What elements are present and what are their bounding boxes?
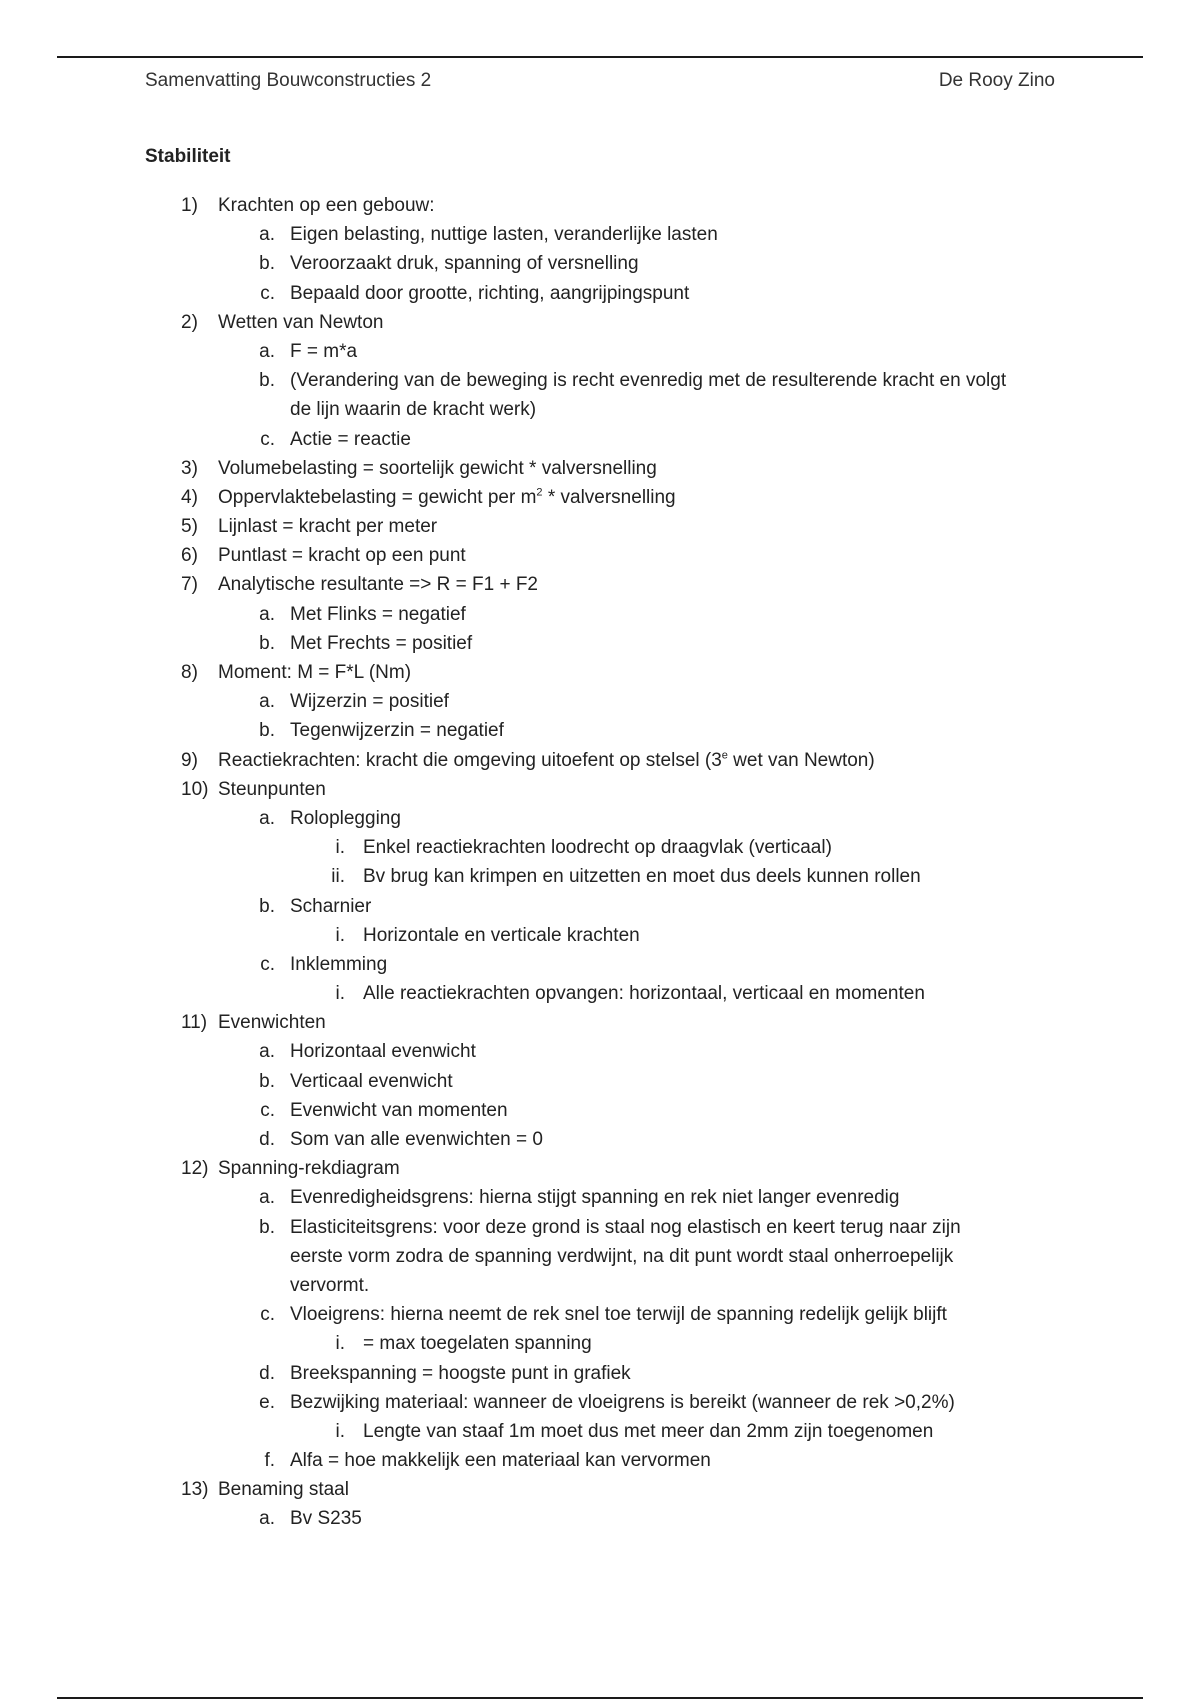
list-text: Krachten op een gebouw: — [218, 195, 435, 216]
list-text: Lengte van staaf 1m moet dus met meer dan 2mm zijn toegenomen — [363, 1420, 934, 1442]
list-item-level-2 — [0, 425, 1200, 454]
list-text: Steunpunten — [218, 778, 326, 800]
list-number: 2) — [181, 311, 198, 333]
superscript: e — [721, 749, 728, 762]
list-item-level-2 — [0, 249, 1200, 278]
list-text: Elasticiteitsgrens: voor deze grond is staal nog elastisch en keert terug naar zijn — [290, 1216, 961, 1238]
list-text: Horizontaal evenwicht — [290, 1041, 476, 1063]
list-number: 6) — [181, 545, 198, 567]
list-text: Tegenwijzerzin = negatief — [290, 720, 504, 742]
list-number: 3) — [181, 457, 198, 479]
page-header — [145, 70, 1055, 100]
list-number: a. — [259, 1187, 275, 1209]
list-item-level-1 — [0, 658, 1200, 687]
list-number: c. — [260, 282, 275, 304]
list-text: (Verandering van de beweging is recht evenredig met de resulterende kracht en volgt — [290, 370, 1007, 392]
list-number: b. — [259, 253, 275, 275]
list-item-level-2 — [0, 366, 1200, 395]
list-number: b. — [259, 632, 275, 654]
list-text: Breekspanning = hoogste punt in grafiek — [290, 1362, 631, 1384]
list-text: Moment: M = F*L (Nm) — [218, 662, 412, 683]
list-number: ii. — [331, 866, 345, 888]
list-text: Puntlast = kracht op een punt — [218, 545, 466, 567]
list-item-level-2 — [0, 1504, 1200, 1533]
list-item-level-2 — [0, 1096, 1200, 1125]
list-item-level-1 — [0, 775, 1200, 804]
list-text: Inklemming — [290, 953, 388, 975]
list-item-level-2 — [0, 220, 1200, 249]
list-number: 5) — [181, 516, 198, 538]
list-item-level-1 — [0, 308, 1200, 337]
list-item-level-1 — [0, 746, 1200, 775]
list-number: a. — [259, 1041, 275, 1063]
list-item-level-3 — [0, 1329, 1200, 1358]
list-item-level-2 — [0, 1213, 1200, 1242]
list-number: a. — [259, 340, 275, 362]
list-item-level-1 — [0, 570, 1200, 599]
list-text: vervormt. — [290, 1274, 370, 1296]
list-number: b. — [259, 895, 275, 917]
list-number: b. — [259, 720, 275, 742]
list-text: Alle reactiekrachten opvangen: horizontaal, verticaal en momenten — [363, 983, 925, 1005]
list-text: eerste vorm zodra de spanning verdwijnt, na dit punt wordt staal onherroepelijk — [290, 1245, 954, 1267]
list-text: Spanning-rekdiagram — [218, 1158, 400, 1180]
list-item-level-2 — [0, 600, 1200, 629]
list-item-level-2 — [0, 716, 1200, 745]
list-text: Evenredigheidsgrens: hierna stijgt spanning en rek niet langer evenredig — [290, 1187, 900, 1209]
list-number: c. — [260, 1099, 275, 1121]
list-item-continuation — [0, 395, 1200, 424]
list-item-level-3 — [0, 833, 1200, 862]
list-text: Vloeigrens: hierna neemt de rek snel toe terwijl de spanning redelijk gelijk blijft — [290, 1304, 947, 1326]
list-item-level-2 — [0, 279, 1200, 308]
list-number: b. — [259, 1216, 275, 1238]
list-number: b. — [259, 370, 275, 392]
list-text: Eigen belasting, nuttige lasten, veranderlijke lasten — [290, 224, 718, 246]
list-text: Roloplegging — [290, 807, 401, 829]
list-number: 1) — [181, 195, 198, 216]
list-text: = max toegelaten spanning — [363, 1333, 592, 1355]
list-item-level-1 — [0, 191, 1200, 220]
list-number: b. — [259, 1070, 275, 1092]
list-number: i. — [335, 1420, 345, 1442]
list-item-level-2 — [0, 629, 1200, 658]
list-item-level-2 — [0, 337, 1200, 366]
list-item-level-2 — [0, 1125, 1200, 1154]
list-text: Wijzerzin = positief — [290, 691, 449, 713]
list-item-continuation — [0, 1271, 1200, 1300]
list-number: d. — [259, 1362, 275, 1384]
list-text: Scharnier — [290, 895, 372, 917]
list-text: Oppervlaktebelasting = gewicht per $m^2$ * valversnelling — [218, 486, 676, 508]
list-number: a. — [259, 691, 275, 713]
list-item-level-2 — [0, 1388, 1200, 1417]
list-number: c. — [260, 953, 275, 975]
list-text: Horizontale en verticale krachten — [363, 924, 640, 946]
list-text: Bv brug kan krimpen en uitzetten en moet dus deels kunnen rollen — [363, 866, 921, 888]
list-number: i. — [335, 924, 345, 946]
list-item-level-2 — [0, 687, 1200, 716]
list-number: c. — [260, 1304, 275, 1326]
list-text: Actie = reactie — [290, 428, 411, 450]
list-item-level-1 — [0, 1154, 1200, 1183]
list-text: Met Flinks = negatief — [290, 603, 466, 625]
list-item-level-2 — [0, 804, 1200, 833]
list-number: d. — [259, 1129, 275, 1150]
list-number: 9) — [181, 749, 198, 771]
list-item-level-2 — [0, 1183, 1200, 1212]
list-number: 13) — [181, 1479, 209, 1501]
list-text: Evenwichten — [218, 1012, 326, 1034]
list-number: 7) — [181, 574, 198, 596]
list-item-level-3 — [0, 921, 1200, 950]
list-text: Alfa = hoe makkelijk een materiaal kan vervormen — [290, 1450, 711, 1472]
list-number: a. — [259, 1508, 275, 1530]
superscript: 2 — [536, 486, 543, 499]
list-number: e. — [259, 1391, 275, 1413]
list-item-level-2 — [0, 1037, 1200, 1066]
list-number: 12) — [181, 1158, 209, 1180]
list-text: Bv S235 — [290, 1508, 362, 1530]
list-text: Enkel reactiekrachten loodrecht op draagvlak (verticaal) — [363, 837, 832, 859]
list-item-level-3 — [0, 979, 1200, 1008]
list-text: de lijn waarin de kracht werk) — [290, 399, 537, 421]
list-text: Volumebelasting = soortelijk gewicht * valversnelling — [218, 457, 657, 479]
document-title: Samenvatting Bouwconstructies 2 — [145, 70, 432, 91]
list-text: F = m*a — [290, 340, 358, 362]
list-number: 10) — [181, 778, 209, 800]
list-text: Met Frechts = positief — [290, 632, 473, 654]
list-number: i. — [335, 983, 345, 1005]
list-number: a. — [259, 603, 275, 625]
list-number: c. — [260, 428, 275, 450]
list-item-level-2 — [0, 1067, 1200, 1096]
list-text: Verticaal evenwicht — [290, 1070, 453, 1092]
list-number: 4) — [181, 486, 198, 508]
list-number: 11) — [181, 1012, 208, 1034]
list-item-level-2 — [0, 1446, 1200, 1475]
list-item-level-2 — [0, 1300, 1200, 1329]
list-number: a. — [259, 807, 275, 829]
list-number: f. — [264, 1450, 275, 1472]
outline-list — [0, 191, 1200, 1534]
list-item-level-1 — [0, 512, 1200, 541]
list-item-level-1 — [0, 541, 1200, 570]
footer-rule — [57, 1697, 1143, 1699]
list-item-level-3 — [0, 1417, 1200, 1446]
list-text: Veroorzaakt druk, spanning of versnelling — [290, 253, 639, 275]
list-item-level-1 — [0, 483, 1200, 512]
list-item-continuation — [0, 1242, 1200, 1271]
list-text: Wetten van Newton — [218, 311, 384, 333]
list-text: Benaming staal — [218, 1479, 349, 1501]
list-number: a. — [259, 224, 275, 246]
header-rule — [57, 56, 1143, 58]
list-item-level-1 — [0, 1475, 1200, 1504]
section-title: Stabiliteit — [145, 146, 231, 167]
list-number: 8) — [181, 662, 198, 683]
list-text: Bezwijking materiaal: wanneer de vloeigrens is bereikt (wanneer de rek >0,2%) — [290, 1391, 955, 1413]
list-text: Evenwicht van momenten — [290, 1099, 508, 1121]
list-text: Som van alle evenwichten = 0 — [290, 1129, 543, 1150]
list-item-level-2 — [0, 892, 1200, 921]
list-text: Bepaald door grootte, richting, aangrijpingspunt — [290, 282, 690, 304]
list-text: Reactiekrachten: kracht die omgeving uitoefent op stelsel (3e wet van Newton) — [218, 749, 875, 771]
list-number: i. — [335, 1333, 345, 1355]
list-text: Analytische resultante => R = F1 + F2 — [218, 574, 539, 596]
list-item-level-2 — [0, 1359, 1200, 1388]
list-item-level-3 — [0, 862, 1200, 891]
list-item-level-1 — [0, 454, 1200, 483]
list-text: Lijnlast = kracht per meter — [218, 516, 438, 538]
list-number: i. — [335, 837, 345, 859]
list-item-level-1 — [0, 1008, 1200, 1037]
author-name: De Rooy Zino — [938, 70, 1055, 91]
list-item-level-2 — [0, 950, 1200, 979]
